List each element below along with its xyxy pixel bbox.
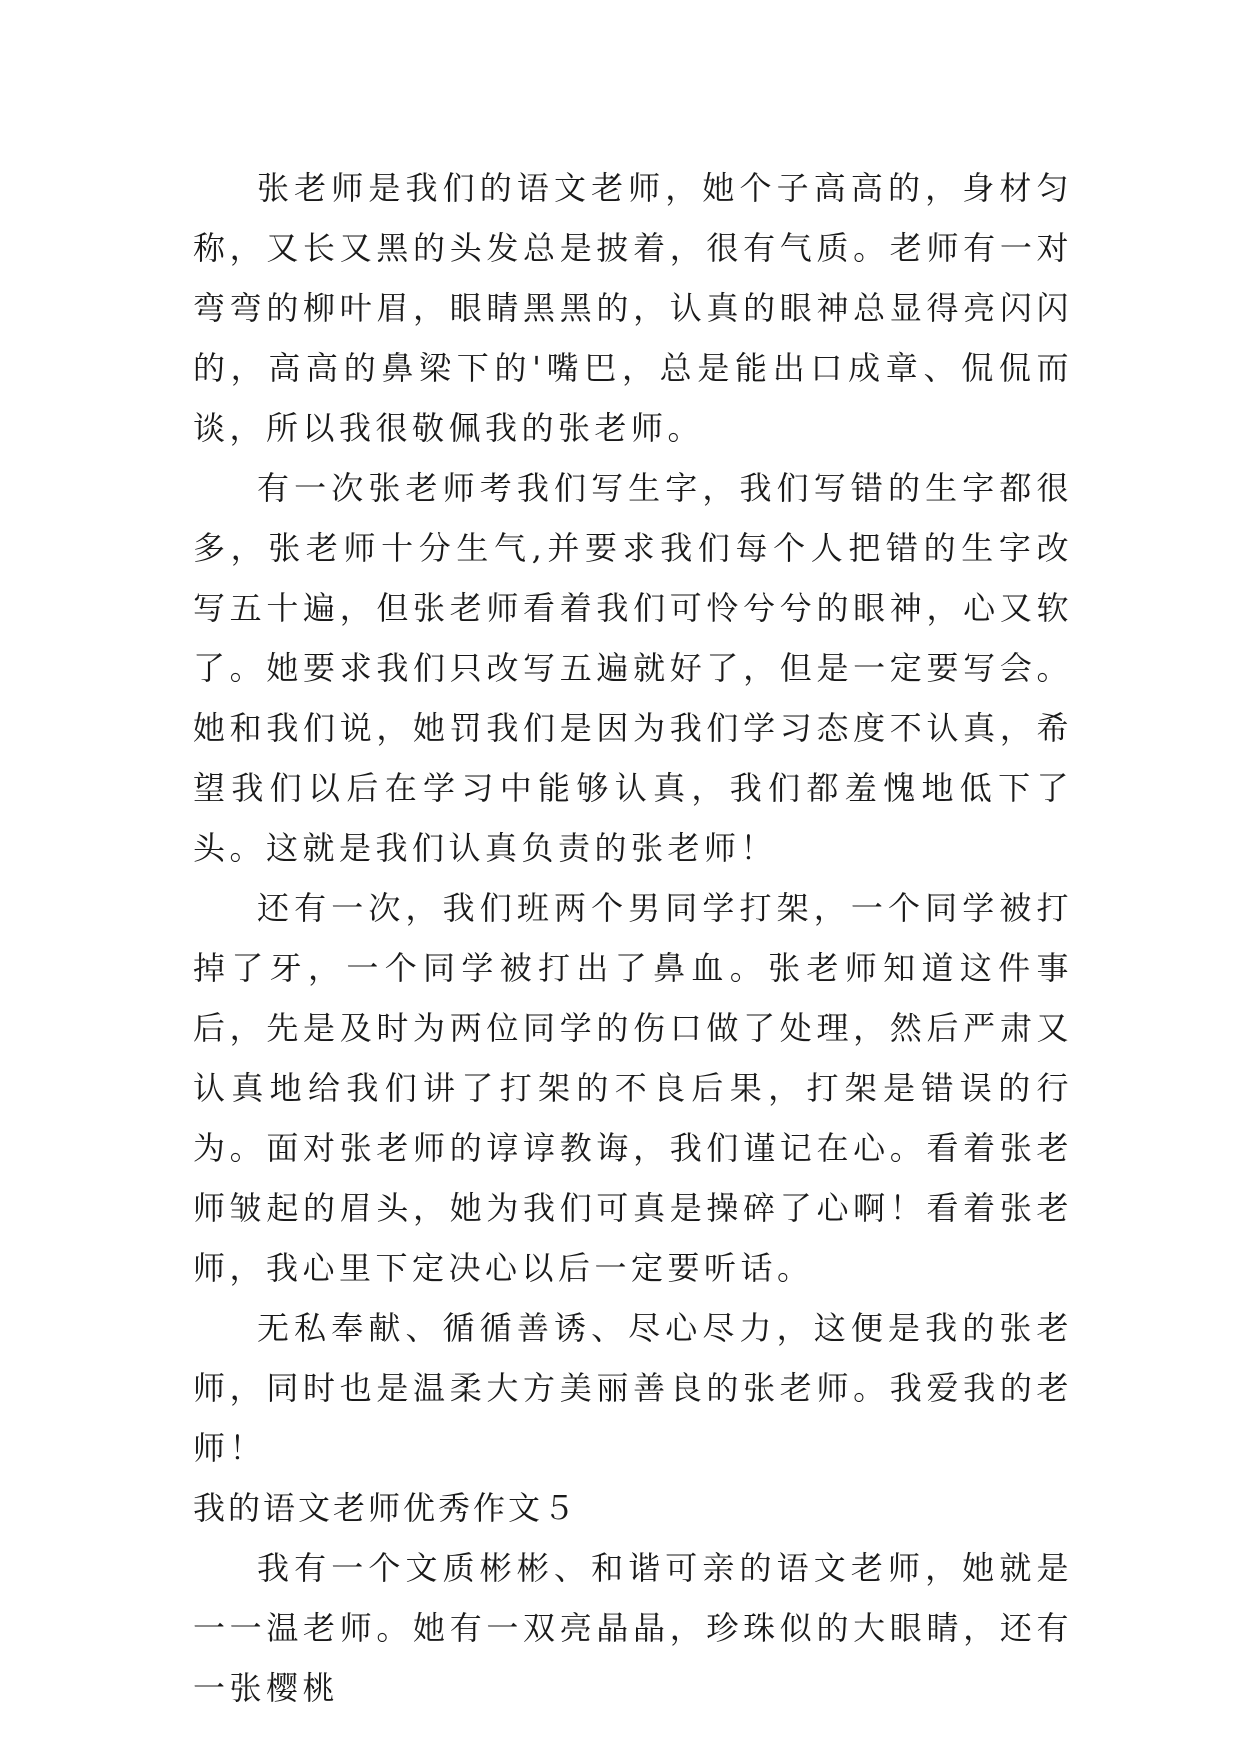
document-body: [193, 158, 1073, 1718]
paragraph-4: 无私奉献、循循善诱、尽心尽力，这便是我的张老师，同时也是温柔大方美丽善良的张老师。我爱我的老师！: [193, 1309, 1073, 1467]
paragraph-5: 我有一个文质彬彬、和谐可亲的语文老师，她就是一一温老师。她有一双亮晶晶，珍珠似的大眼睛，还有一张樱桃: [193, 1549, 1073, 1707]
paragraph-1: 张老师是我们的语文老师，她个子高高的，身材匀称，又长又黑的头发总是披着，很有气质。老师有一对弯弯的柳叶眉，眼睛黑黑的，认真的眼神总显得亮闪闪的，高高的鼻梁下的'嘴巴，总是能出口成章、侃侃而谈，所以我很敬佩我的张老师。: [193, 169, 1073, 447]
paragraph-3: 还有一次，我们班两个男同学打架，一个同学被打掉了牙，一个同学被打出了鼻血。张老师知道这件事后，先是及时为两位同学的伤口做了处理，然后严肃又认真地给我们讲了打架的不良后果，打架是错误的行为。面对张老师的谆谆教诲，我们谨记在心。看着张老师皱起的眉头，她为我们可真是操碎了心啊！看着张老师，我心里下定决心以后一定要听话。: [193, 889, 1073, 1287]
section-heading: 我的语文老师优秀作文５: [193, 1489, 579, 1527]
paragraph-2: 有一次张老师考我们写生字，我们写错的生字都很多，张老师十分生气,并要求我们每个人把错的生字改写五十遍，但张老师看着我们可怜兮兮的眼神，心又软了。她要求我们只改写五遍就好了，但是一定要写会。她和我们说，她罚我们是因为我们学习态度不认真，希望我们以后在学习中能够认真，我们都羞愧地低下了头。这就是我们认真负责的张老师！: [193, 469, 1073, 867]
